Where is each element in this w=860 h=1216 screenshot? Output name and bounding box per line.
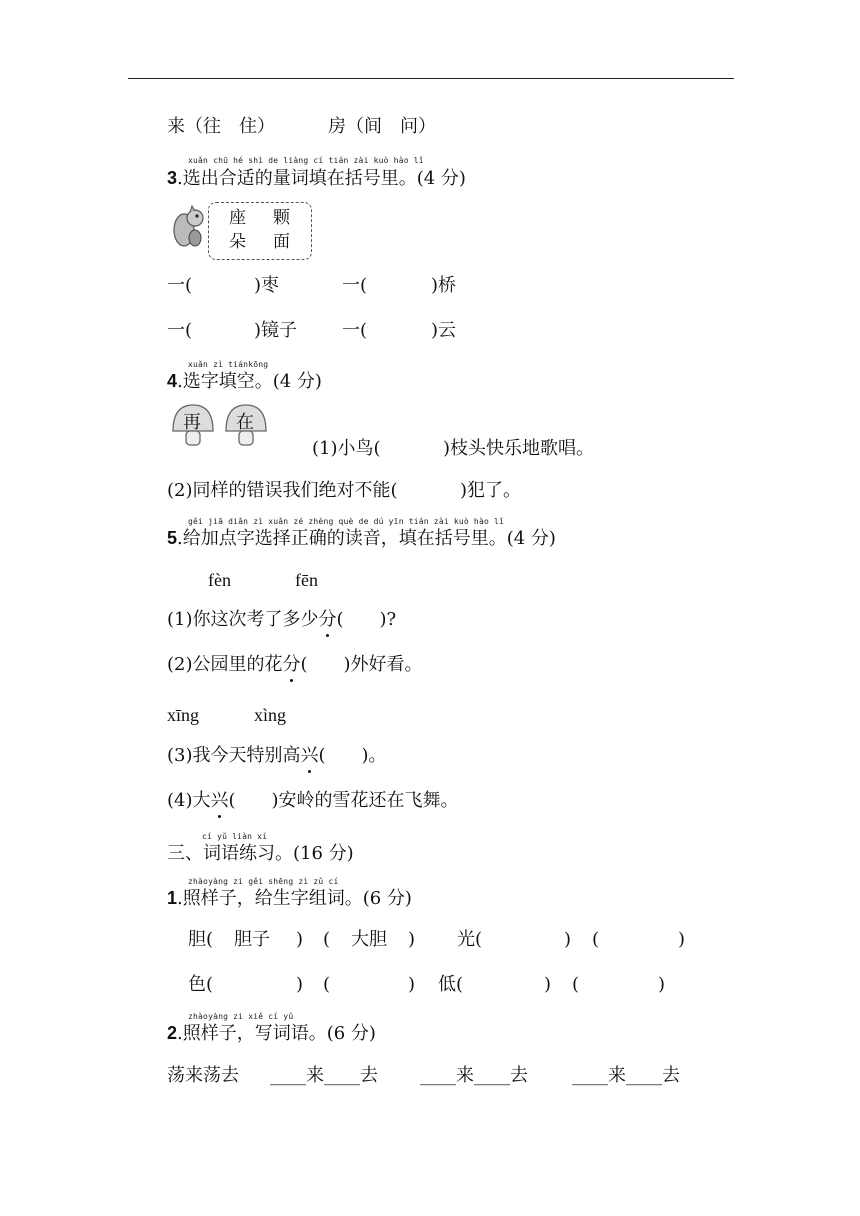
compound-1-open: 胆( [188,929,214,950]
q5-s2-text: (2)公园里的花 [167,654,283,675]
q5-title [167,527,556,550]
q5-s1-blank: ( )? [336,609,397,630]
dotted-char: 分 [282,654,301,675]
q3-item-4a: 一( [342,320,368,341]
s3q1-title [167,887,412,910]
q5-sentence-2 [167,654,423,676]
compound-1-close: ) [296,929,304,950]
q3-number: 3 [167,168,178,188]
compound-3-close: ) [564,929,572,950]
q5-number: 5 [167,528,178,548]
s3q1-number: 1 [167,888,178,908]
word-choice-left: 来（往 住） [167,116,275,137]
dotted-char: 分 [318,609,337,630]
mushroom-card-1 [170,401,216,451]
pattern-blank-1: ____来____去 [270,1065,378,1086]
dotted-char: 兴 [210,790,229,811]
q4-pinyin: xuǎn zì tiánkōng [188,360,269,369]
compound-6-close: ) [408,974,416,995]
s3q1-pinyin: zhàoyàng zi gěi shēng zì zǔ cí [188,877,339,886]
compound-1-example: 胆子 [234,929,270,950]
box-word-4: 面 [273,232,290,252]
compound-2-close: ) [408,929,416,950]
compound-8-open: ( [572,974,580,995]
s3q2-title [167,1022,376,1045]
q5-sentence-1 [167,609,396,631]
compound-2-example: 大胆 [351,929,387,950]
compound-5-open: 色( [188,974,214,995]
s3q2-text: .照样子，写词语。(6 分) [177,1023,376,1044]
compound-4-open: ( [592,929,600,950]
compound-5-close: ) [296,974,304,995]
q3-title [167,167,466,190]
q5-sentence-4 [167,790,459,812]
mushroom-card-2 [223,401,269,451]
word-choice-right: 房（间 问） [328,116,436,137]
compound-8-close: ) [658,974,666,995]
q3-item-1a: 一( [167,275,193,296]
q3-text: .选出合适的量词填在括号里。(4 分) [177,168,466,189]
q3-item-2b: )桥 [431,275,457,296]
s3q2-number: 2 [167,1023,178,1043]
q5-sentence-3 [167,745,387,767]
compound-6-open: ( [323,974,331,995]
pinyin-option-xing1: xīng [167,705,200,725]
q5-s2-blank: ( )外好看。 [300,654,423,675]
char-option-1: 再 [183,412,201,433]
squirrel-icon [170,204,208,252]
q3-item-4b: )云 [431,320,457,341]
q5-text: .给加点字选择正确的读音，填在括号里。(4 分) [177,528,556,549]
box-word-2: 颗 [273,208,290,228]
measure-word-box [208,202,312,260]
q3-item-2a: 一( [342,275,368,296]
q4-sentence-1a: (1)小鸟( [312,438,381,459]
compound-7-close: ) [544,974,552,995]
s3q2-pinyin: zhàoyàng zi xiě cí yǔ [188,1012,294,1021]
section3-pinyin: cí yǔ liàn xí [202,832,268,841]
compound-4-close: ) [678,929,686,950]
q4-text: .选字填空。(4 分) [177,371,322,392]
q4-title [167,370,322,393]
q3-item-3b: )镜子 [254,320,298,341]
s3q1-text: .照样子，给生字组词。(6 分) [177,888,412,909]
q5-s1-text: (1)你这次考了多少 [167,609,319,630]
header-rule [128,78,734,79]
pinyin-option-fen1: fēn [295,570,318,590]
q4-sentence-2b: )犯了。 [460,480,522,501]
q4-sentence-1b: )枝头快乐地歌唱。 [443,438,595,459]
q5-s3-text: (3)我今天特别高 [167,745,301,766]
box-word-3: 朵 [229,232,246,252]
compound-3-open: 光( [457,929,483,950]
section3-title: 三、词语练习。(16 分) [167,843,354,864]
pattern-blank-3: ____来____去 [572,1065,680,1086]
compound-2-open: ( [323,929,331,950]
pattern-blank-2: ____来____去 [420,1065,528,1086]
q4-sentence-2a: (2)同样的错误我们绝对不能( [167,480,398,501]
pinyin-option-xing4: xìng [254,705,287,725]
q3-item-3a: 一( [167,320,193,341]
compound-7-open: 低( [438,974,464,995]
q5-pinyin: gěi jiā diǎn zì xuǎn zé zhèng què de dú yīn tián zài kuò hào lǐ [188,517,505,526]
char-option-2: 在 [236,412,254,433]
dotted-char: 兴 [300,745,319,766]
box-word-1: 座 [229,208,246,228]
pattern-example: 荡来荡去 [167,1065,239,1086]
q5-s4-text: (4)大 [167,790,211,811]
q3-pinyin: xuǎn chū hé shì de liàng cí tián zài kuò hào lǐ [188,156,424,165]
q5-s3-blank: ( )。 [318,745,387,766]
q3-item-1b: )枣 [254,275,280,296]
q4-number: 4 [167,371,178,391]
pinyin-option-fen4: fèn [208,570,231,590]
q5-s4-blank: ( )安岭的雪花还在飞舞。 [228,790,459,811]
